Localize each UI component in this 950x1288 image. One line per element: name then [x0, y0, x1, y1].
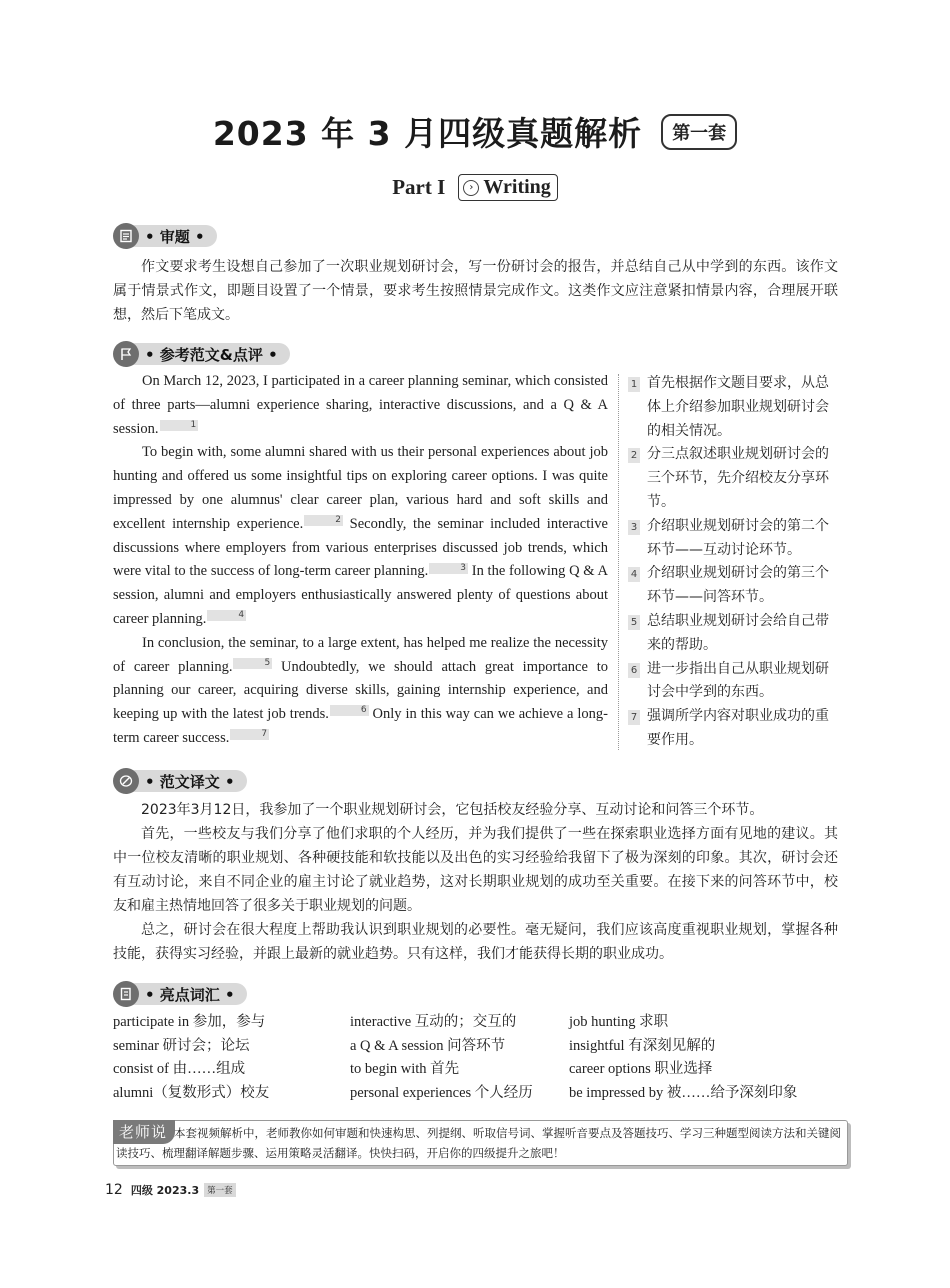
review-text-block — [113, 255, 838, 327]
translation-paragraph: 2023年3月12日，我参加了一个职业规划研讨会，它包括校友经验分享、互动讨论和问答三个环节。 — [141, 802, 764, 818]
section-title: • 亮点词汇 • — [133, 983, 247, 1005]
essay-sentence: In conclusion, the seminar, to a large extent, has helped me realize the necessity of career planning. — [113, 634, 608, 675]
essay-sentence: To begin with, some alumni shared with us their personal experiences about job hunting and offered us some insightful tips on exploring career options. I was quite impressed by one alumnus' clear career plan, various hard and soft skills and excellent internship experience. — [113, 444, 608, 532]
page-number: 12 — [105, 1182, 123, 1198]
essay-paragraph — [113, 370, 608, 441]
teacher-tip-box — [113, 1120, 848, 1166]
chevron-right-icon: › — [463, 180, 479, 196]
vocab-item: to begin with 首先 — [350, 1061, 460, 1077]
notebook-icon — [113, 981, 139, 1007]
note-item — [628, 515, 840, 563]
vocab-item: job hunting 求职 — [569, 1014, 669, 1030]
footer-badge: 第一套 — [204, 1183, 236, 1197]
vocab-row — [113, 1011, 843, 1035]
note-number: 5 — [628, 615, 640, 630]
note-number: 2 — [628, 448, 640, 463]
essay-sentence: On March 12, 2023, I participated in a career planning seminar, which consisted of three parts—alumni experience sharing, interactive discussions, and a Q & A session. — [113, 373, 608, 437]
translation-text-block — [113, 798, 838, 966]
part-name-box — [458, 174, 557, 201]
teacher-tip-text: 本套视频解析中，老师教你如何审题和快速构思、列提纲、听取信号词、掌握听音要点及答题技巧、学习三种题型阅读方法和关键阅读技巧、梳理翻译解题步骤、运用策略灵活翻译。快快扫码，开启你的四级提升之旅吧！ — [116, 1126, 841, 1160]
section-header-translation — [113, 768, 247, 794]
essay-sentence: In the following Q & A session, alumni and employers enthusiastically answered plenty of questions about career planning. — [113, 563, 608, 627]
note-text: 强调所学内容对职业成功的重要作用。 — [647, 708, 829, 748]
vocab-item: seminar 研讨会；论坛 — [113, 1037, 250, 1054]
section-title: • 审题 • — [133, 225, 217, 247]
note-number: 7 — [628, 710, 640, 725]
note-number: 3 — [628, 520, 640, 535]
section-header-review — [113, 223, 217, 249]
vocab-item: consist of 由……组成 — [113, 1061, 246, 1077]
title-row — [0, 108, 950, 155]
note-number: 1 — [628, 377, 640, 392]
essay-sentence: Undoubtedly, we should attach great importance to planning our career, acquiring diverse skills, gaining internship experience, and keeping up with the latest job trends. — [113, 658, 608, 723]
document-icon — [113, 223, 139, 249]
translation-paragraph: 总之，研讨会在很大程度上帮助我认识到职业规划的必要性。毫无疑问，我们应该高度重视职业规划，掌握各种技能，获得实习经验，并跟上最新的就业趋势。只有这样，我们才能获得长期的职业成功。 — [113, 922, 838, 962]
vocab-item: alumni（复数形式）校友 — [113, 1084, 270, 1101]
vocab-item: personal experiences 个人经历 — [350, 1084, 533, 1101]
note-text: 分三点叙述职业规划研讨会的三个环节，先介绍校友分享环节。 — [647, 446, 829, 510]
note-marker: 4 — [207, 610, 246, 621]
vocab-row — [113, 1035, 843, 1059]
note-item — [628, 372, 840, 443]
column-divider — [618, 374, 619, 750]
translation-paragraph: 首先，一些校友与我们分享了他们求职的个人经历，并为我们提供了一些在探索职业选择方面有见地的建议。其中一位校友清晰的职业规划、各种硬技能和软技能以及出色的实习经验给我留下了极为深刻的印象。其次，研讨会还有互动讨论，来自不同企业的雇主讨论了就业趋势，这对长期职业规划的成功至关重要。在接下来的问答环节中，校友和雇主热情地回答了很多关于职业规划的问题。 — [113, 826, 838, 914]
note-item — [628, 562, 840, 610]
vocab-item: career options 职业选择 — [569, 1061, 713, 1077]
part-heading — [0, 174, 950, 201]
section-header-vocab — [113, 981, 247, 1007]
note-text: 介绍职业规划研讨会的第二个环节——互动讨论环节。 — [647, 517, 829, 558]
note-text: 首先根据作文题目要求，从总体上介绍参加职业规划研讨会的相关情况。 — [647, 375, 829, 439]
note-text: 进一步指出自己从职业规划研讨会中学到的东西。 — [647, 660, 829, 701]
note-marker: 3 — [429, 563, 468, 574]
vocab-row — [113, 1058, 843, 1082]
essay-paragraph — [113, 632, 608, 751]
page-title: 2023 年 3 月四级真题解析 — [212, 114, 643, 153]
part-label: Part I — [392, 175, 446, 199]
section-header-essay — [113, 341, 290, 367]
footer-text: 四级 2023.3 — [130, 1184, 200, 1197]
note-marker: 7 — [230, 729, 269, 740]
vocab-table — [113, 1011, 843, 1105]
vocab-item: participate in 参加，参与 — [113, 1014, 266, 1030]
section-title: • 参考范文&点评 • — [133, 343, 290, 365]
vocab-item: interactive 互动的；交互的 — [350, 1014, 517, 1030]
note-number: 4 — [628, 567, 640, 582]
note-item — [628, 658, 840, 706]
vocab-row — [113, 1082, 843, 1106]
part-name: Writing — [483, 176, 551, 198]
note-marker: 5 — [233, 658, 272, 669]
page-footer — [105, 1182, 236, 1198]
model-essay — [113, 370, 608, 751]
commentary-notes — [628, 372, 840, 753]
vocab-item: insightful 有深刻见解的 — [569, 1037, 716, 1054]
note-marker: 2 — [304, 515, 343, 526]
note-number: 6 — [628, 663, 640, 678]
review-paragraph: 作文要求考生设想自己参加了一次职业规划研讨会，写一份研讨会的报告，并总结自己从中学到的东西。该作文属于情景式作文，即题目设置了一个情景，要求考生按照情景完成作文。这类作文应注意紧扣情景内容，合理展开联想，然后下笔成文。 — [113, 259, 838, 323]
section-title: • 范文译文 • — [133, 770, 247, 792]
note-item — [628, 610, 840, 658]
note-item — [628, 705, 840, 753]
essay-sentence: Secondly, the seminar included interactive discussions where employers from various enterprises discussed job trends, which were vital to the success of long-term career planning. — [113, 515, 608, 580]
essay-paragraph — [113, 441, 608, 631]
pen-icon — [113, 768, 139, 794]
note-text: 总结职业规划研讨会给自己带来的帮助。 — [647, 612, 829, 653]
set-badge: 第一套 — [661, 114, 737, 150]
note-marker: 1 — [160, 420, 199, 431]
vocab-item: a Q & A session 问答环节 — [350, 1037, 506, 1054]
essay-sentence: Only in this way can we achieve a long-term career success. — [113, 706, 608, 746]
vocab-item: be impressed by 被……给予深刻印象 — [569, 1084, 798, 1101]
note-marker: 6 — [330, 705, 369, 716]
note-text: 介绍职业规划研讨会的第三个环节——问答环节。 — [647, 565, 829, 606]
teacher-label: 老师说 — [113, 1120, 175, 1144]
note-item — [628, 443, 840, 514]
flag-icon — [113, 341, 139, 367]
